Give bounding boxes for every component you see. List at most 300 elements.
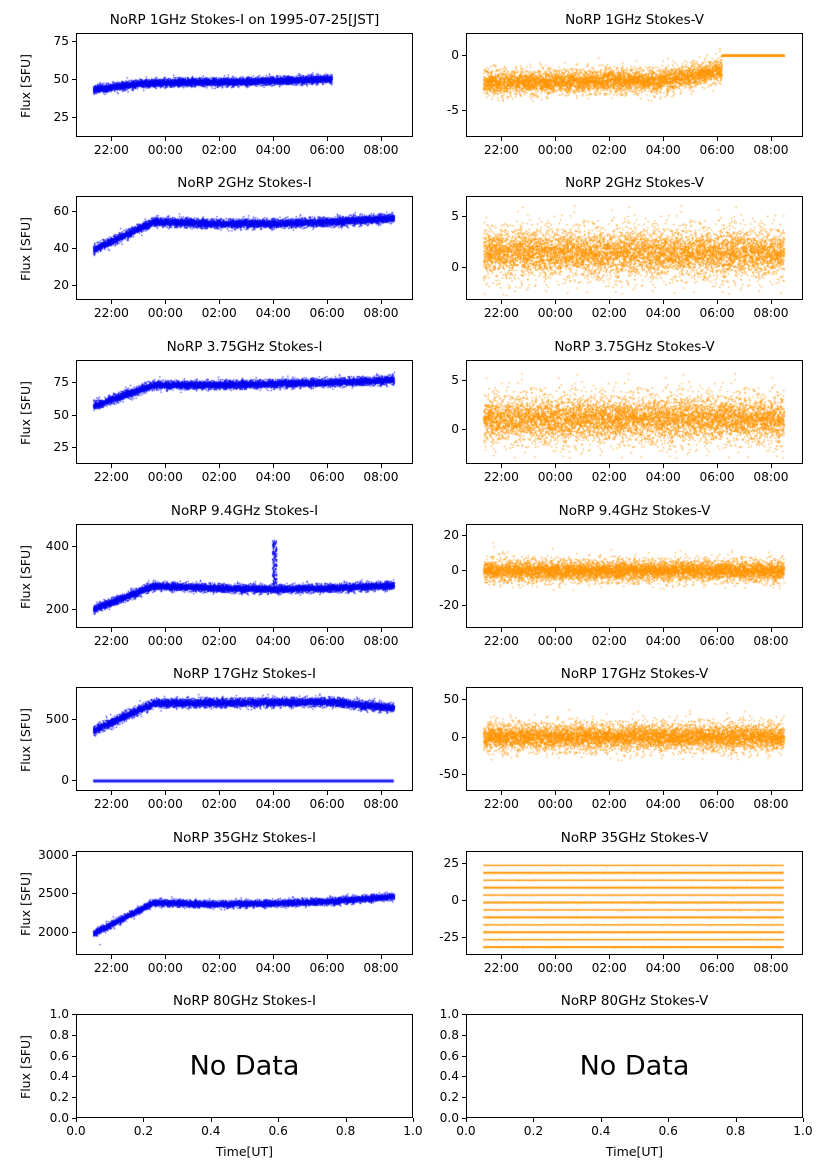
panel-title: NoRP 80GHz Stokes-V <box>560 993 709 1009</box>
x-tick-mark <box>771 628 772 632</box>
data-series <box>77 852 413 955</box>
x-tick-mark <box>609 791 610 795</box>
x-tick-label: 02:00 <box>201 961 237 975</box>
y-tick-label: 0.0 <box>439 1111 459 1125</box>
x-tick-mark <box>609 955 610 959</box>
data-series <box>467 197 803 300</box>
plot-panel-stokes-i-80ghz <box>18 993 423 1159</box>
x-tick-label: 00:00 <box>537 797 573 811</box>
plot-area <box>76 524 413 628</box>
x-tick-label: 02:00 <box>201 470 237 484</box>
y-tick-mark <box>72 117 76 118</box>
x-tick-label: 08:00 <box>363 143 399 157</box>
x-tick-label: 00:00 <box>147 470 183 484</box>
x-tick-label: 06:00 <box>699 470 735 484</box>
y-tick-mark <box>462 863 466 864</box>
y-tick-label: 2000 <box>37 924 69 939</box>
y-tick-mark <box>462 429 466 430</box>
x-tick-mark <box>165 955 166 959</box>
x-tick-mark <box>111 137 112 141</box>
y-tick-label: 1.0 <box>439 1007 459 1021</box>
x-tick-label: 04:00 <box>255 634 291 648</box>
x-tick-label: 08:00 <box>363 797 399 811</box>
x-tick-label: 0.2 <box>523 1124 544 1138</box>
x-tick-mark <box>165 464 166 468</box>
data-series <box>77 688 413 791</box>
plot-area <box>466 360 803 464</box>
x-tick-mark <box>381 955 382 959</box>
x-tick-label: 04:00 <box>645 143 681 157</box>
y-tick-label: 3000 <box>37 847 69 862</box>
x-tick-label: 08:00 <box>363 470 399 484</box>
plot-area <box>76 1014 413 1118</box>
y-axis-label: Flux [SFU] <box>18 1035 33 1099</box>
y-tick-mark <box>72 1076 76 1077</box>
x-tick-mark <box>273 464 274 468</box>
x-tick-label: 02:00 <box>201 143 237 157</box>
x-tick-mark <box>381 137 382 141</box>
x-tick-mark <box>771 137 772 141</box>
data-series <box>467 688 803 791</box>
x-tick-mark <box>533 1118 534 1122</box>
x-tick-label: 02:00 <box>591 470 627 484</box>
x-tick-mark <box>327 628 328 632</box>
y-tick-mark <box>72 719 76 720</box>
x-tick-mark <box>555 137 556 141</box>
plot-panel-stokes-i-35ghz <box>18 830 413 975</box>
x-tick-mark <box>111 300 112 304</box>
x-tick-mark <box>771 791 772 795</box>
plot-area <box>466 687 803 791</box>
y-tick-mark <box>462 1076 466 1077</box>
y-tick-mark <box>462 267 466 268</box>
x-tick-label: 0.4 <box>591 1124 611 1138</box>
y-axis-label: Flux [SFU] <box>18 217 33 281</box>
y-axis-label: Flux [SFU] <box>18 872 33 936</box>
y-tick-label: 25 <box>443 855 459 870</box>
y-tick-label: -50 <box>439 767 459 782</box>
x-tick-mark <box>273 137 274 141</box>
x-tick-label: 22:00 <box>93 143 129 157</box>
x-tick-mark <box>381 300 382 304</box>
x-tick-mark <box>501 137 502 141</box>
x-tick-label: 22:00 <box>93 634 129 648</box>
x-tick-mark <box>111 791 112 795</box>
plot-panel-stokes-v-1ghz <box>446 12 803 157</box>
plot-panel-stokes-i-17ghz <box>18 666 413 811</box>
x-tick-label: 00:00 <box>147 306 183 320</box>
y-tick-label: 400 <box>45 539 69 554</box>
x-tick-mark <box>278 1118 279 1122</box>
x-tick-label: 22:00 <box>93 306 129 320</box>
y-tick-mark <box>72 1097 76 1098</box>
x-tick-mark <box>663 628 664 632</box>
x-tick-label: 02:00 <box>591 143 627 157</box>
x-tick-mark <box>717 955 718 959</box>
x-tick-label: 08:00 <box>753 143 789 157</box>
plot-panel-stokes-i-3-75ghz <box>18 339 413 484</box>
x-tick-label: 0.8 <box>725 1124 746 1138</box>
x-tick-label: 06:00 <box>699 797 735 811</box>
x-tick-mark <box>663 955 664 959</box>
panel-title: NoRP 35GHz Stokes-V <box>560 830 709 846</box>
plot-area <box>76 360 413 464</box>
x-tick-label: 04:00 <box>645 961 681 975</box>
x-tick-label: 04:00 <box>645 470 681 484</box>
plot-panel-stokes-v-80ghz <box>439 993 813 1159</box>
plot-panel-stokes-v-2ghz <box>451 175 803 320</box>
x-tick-mark <box>219 628 220 632</box>
y-tick-label: 40 <box>53 241 69 255</box>
y-tick-label: 50 <box>53 71 69 86</box>
x-tick-mark <box>346 1118 347 1122</box>
x-tick-label: 00:00 <box>537 306 573 320</box>
x-tick-label: 04:00 <box>645 306 681 320</box>
x-tick-mark <box>668 1118 669 1122</box>
y-tick-mark <box>72 447 76 448</box>
x-tick-label: 0.6 <box>658 1124 678 1138</box>
y-tick-mark <box>72 248 76 249</box>
plot-panel-stokes-i-2ghz <box>18 175 413 320</box>
x-tick-label: 00:00 <box>537 470 573 484</box>
x-tick-label: 02:00 <box>591 306 627 320</box>
y-tick-mark <box>72 285 76 286</box>
data-series <box>467 34 803 137</box>
panel-title: NoRP 2GHz Stokes-I <box>177 175 312 191</box>
x-tick-label: 0.4 <box>201 1124 221 1138</box>
y-tick-mark <box>72 893 76 894</box>
y-tick-mark <box>72 415 76 416</box>
x-tick-mark <box>327 791 328 795</box>
x-tick-label: 04:00 <box>255 961 291 975</box>
x-tick-label: 00:00 <box>147 961 183 975</box>
x-tick-mark <box>273 791 274 795</box>
y-tick-label: 0 <box>451 260 459 275</box>
x-tick-mark <box>219 300 220 304</box>
y-tick-mark <box>462 937 466 938</box>
x-tick-mark <box>736 1118 737 1122</box>
x-tick-label: 06:00 <box>699 306 735 320</box>
y-tick-mark <box>462 55 466 56</box>
data-series <box>77 34 413 137</box>
x-tick-mark <box>111 955 112 959</box>
x-tick-mark <box>609 628 610 632</box>
panel-title: NoRP 1GHz Stokes-V <box>565 12 704 28</box>
x-tick-label: 06:00 <box>309 306 345 320</box>
x-tick-mark <box>501 464 502 468</box>
y-tick-label: 75 <box>53 375 69 390</box>
y-tick-mark <box>462 605 466 606</box>
x-tick-mark <box>501 791 502 795</box>
x-tick-mark <box>663 137 664 141</box>
x-tick-label: 0.8 <box>335 1124 356 1138</box>
y-tick-label: 0.4 <box>49 1069 69 1084</box>
x-tick-label: 06:00 <box>699 961 735 975</box>
plot-area <box>466 1014 803 1118</box>
x-tick-label: 02:00 <box>591 797 627 811</box>
x-tick-label: 06:00 <box>699 634 735 648</box>
panel-title: NoRP 2GHz Stokes-V <box>565 175 704 191</box>
y-tick-mark <box>72 932 76 933</box>
x-tick-label: 06:00 <box>699 143 735 157</box>
x-tick-label: 22:00 <box>483 306 519 320</box>
x-tick-label: 22:00 <box>93 470 129 484</box>
y-tick-label: 0 <box>61 772 69 787</box>
x-tick-label: 0.6 <box>268 1124 288 1138</box>
x-tick-mark <box>501 628 502 632</box>
y-tick-label: 20 <box>443 527 459 542</box>
x-tick-label: 06:00 <box>309 797 345 811</box>
x-tick-mark <box>381 464 382 468</box>
x-tick-mark <box>219 137 220 141</box>
data-series <box>77 361 413 464</box>
y-tick-mark <box>462 570 466 571</box>
x-tick-label: 08:00 <box>753 470 789 484</box>
y-tick-mark <box>72 780 76 781</box>
x-tick-label: 04:00 <box>255 143 291 157</box>
y-tick-label: 0.0 <box>49 1111 69 1125</box>
y-tick-label: 0.6 <box>439 1048 459 1063</box>
y-tick-label: 500 <box>45 711 69 726</box>
y-tick-mark <box>462 535 466 536</box>
y-tick-label: 20 <box>53 278 69 293</box>
panel-title: NoRP 9.4GHz Stokes-V <box>558 503 711 519</box>
x-tick-label: 00:00 <box>147 634 183 648</box>
y-tick-label: -20 <box>439 598 459 613</box>
x-tick-mark <box>327 137 328 141</box>
y-tick-label: 1.0 <box>49 1007 69 1021</box>
x-tick-label: 02:00 <box>201 306 237 320</box>
x-tick-label: 22:00 <box>483 797 519 811</box>
x-tick-mark <box>327 955 328 959</box>
x-tick-label: 22:00 <box>93 797 129 811</box>
x-tick-mark <box>165 628 166 632</box>
x-tick-mark <box>381 791 382 795</box>
x-tick-label: 0.0 <box>456 1124 476 1138</box>
y-tick-label: 0 <box>451 47 459 62</box>
plot-panel-stokes-i-1ghz <box>18 12 413 157</box>
x-tick-label: 02:00 <box>591 961 627 975</box>
y-tick-mark <box>462 699 466 700</box>
x-tick-mark <box>717 791 718 795</box>
x-tick-mark <box>555 628 556 632</box>
y-tick-mark <box>462 1035 466 1036</box>
x-tick-label: 08:00 <box>753 306 789 320</box>
data-series <box>467 525 803 628</box>
plot-area <box>76 196 413 300</box>
x-tick-label: 1.0 <box>403 1124 423 1138</box>
x-tick-label: 1.0 <box>793 1124 813 1138</box>
x-tick-label: 08:00 <box>363 961 399 975</box>
panel-title: NoRP 9.4GHz Stokes-I <box>170 503 319 519</box>
y-tick-mark <box>462 110 466 111</box>
x-tick-label: 06:00 <box>309 634 345 648</box>
data-series <box>467 361 803 464</box>
x-tick-mark <box>111 464 112 468</box>
x-tick-mark <box>111 628 112 632</box>
x-tick-label: 02:00 <box>591 634 627 648</box>
x-tick-label: 04:00 <box>645 634 681 648</box>
x-tick-label: 08:00 <box>753 634 789 648</box>
y-tick-mark <box>462 1014 466 1015</box>
x-tick-label: 08:00 <box>753 797 789 811</box>
y-tick-mark <box>462 1056 466 1057</box>
y-tick-mark <box>462 1097 466 1098</box>
y-tick-mark <box>72 1056 76 1057</box>
x-tick-label: 02:00 <box>201 634 237 648</box>
x-tick-mark <box>165 300 166 304</box>
x-tick-label: 00:00 <box>147 143 183 157</box>
x-tick-mark <box>771 464 772 468</box>
y-tick-mark <box>72 1035 76 1036</box>
y-tick-mark <box>72 382 76 383</box>
x-tick-label: 22:00 <box>483 143 519 157</box>
y-tick-label: 0.8 <box>49 1027 69 1042</box>
x-tick-mark <box>771 300 772 304</box>
plot-area <box>466 851 803 955</box>
panel-title: NoRP 1GHz Stokes-I on 1995-07-25[JST] <box>109 12 380 28</box>
y-tick-mark <box>72 609 76 610</box>
x-tick-mark <box>219 791 220 795</box>
y-tick-label: 0.2 <box>49 1090 69 1105</box>
y-tick-mark <box>72 1014 76 1015</box>
plot-panel-stokes-v-3-75ghz <box>451 339 803 484</box>
x-tick-mark <box>609 300 610 304</box>
y-tick-label: 0 <box>451 729 459 744</box>
plot-panel-stokes-i-9-4ghz <box>18 503 413 648</box>
panel-title: NoRP 80GHz Stokes-I <box>173 993 316 1009</box>
x-tick-mark <box>219 955 220 959</box>
y-axis-label: Flux [SFU] <box>18 381 33 445</box>
x-tick-label: 06:00 <box>309 961 345 975</box>
data-series <box>467 852 803 955</box>
y-tick-label: 2500 <box>37 886 69 901</box>
x-tick-label: 00:00 <box>147 797 183 811</box>
y-tick-mark <box>72 41 76 42</box>
x-tick-label: 0.0 <box>66 1124 86 1138</box>
y-axis-label: Flux [SFU] <box>18 54 33 118</box>
x-tick-label: 08:00 <box>363 306 399 320</box>
x-tick-mark <box>609 464 610 468</box>
x-tick-mark <box>165 137 166 141</box>
plot-area <box>466 524 803 628</box>
x-tick-label: 00:00 <box>537 634 573 648</box>
x-tick-label: 22:00 <box>483 961 519 975</box>
plot-area <box>466 33 803 137</box>
no-data-annotation: No Data <box>579 1050 690 1082</box>
x-tick-mark <box>211 1118 212 1122</box>
y-tick-label: 25 <box>53 110 69 125</box>
x-tick-mark <box>381 628 382 632</box>
x-tick-label: 04:00 <box>645 797 681 811</box>
x-tick-mark <box>327 464 328 468</box>
x-tick-mark <box>601 1118 602 1122</box>
y-tick-mark <box>462 216 466 217</box>
y-tick-label: 60 <box>53 203 69 218</box>
x-tick-label: 04:00 <box>255 797 291 811</box>
x-tick-mark <box>555 464 556 468</box>
panel-title: NoRP 17GHz Stokes-V <box>560 666 709 682</box>
y-axis-label: Flux [SFU] <box>18 545 33 609</box>
y-tick-mark <box>72 79 76 80</box>
x-tick-mark <box>165 791 166 795</box>
y-tick-mark <box>462 900 466 901</box>
y-tick-label: 0.2 <box>439 1090 459 1105</box>
x-tick-mark <box>555 955 556 959</box>
x-tick-mark <box>219 464 220 468</box>
x-tick-label: 08:00 <box>753 961 789 975</box>
y-tick-label: -5 <box>446 102 459 117</box>
x-tick-label: 04:00 <box>255 470 291 484</box>
x-tick-label: 06:00 <box>309 470 345 484</box>
y-tick-label: 200 <box>45 602 69 617</box>
plot-panel-stokes-v-35ghz <box>439 830 803 975</box>
y-tick-label: 0.4 <box>439 1069 459 1084</box>
x-tick-mark <box>273 300 274 304</box>
x-tick-mark <box>501 955 502 959</box>
x-tick-mark <box>273 955 274 959</box>
x-tick-mark <box>273 628 274 632</box>
x-tick-label: 00:00 <box>537 143 573 157</box>
x-tick-mark <box>663 464 664 468</box>
x-tick-label: 22:00 <box>93 961 129 975</box>
y-tick-label: 5 <box>451 372 459 387</box>
panel-title: NoRP 3.75GHz Stokes-I <box>166 339 323 355</box>
y-tick-label: 50 <box>443 692 459 707</box>
x-tick-label: 06:00 <box>309 143 345 157</box>
x-tick-mark <box>771 955 772 959</box>
y-tick-mark <box>72 211 76 212</box>
y-tick-label: 75 <box>53 33 69 48</box>
y-tick-label: 5 <box>451 209 459 224</box>
x-tick-label: 0.2 <box>133 1124 154 1138</box>
plot-panel-stokes-v-17ghz <box>439 666 803 811</box>
y-tick-label: 0 <box>451 562 459 577</box>
panel-title: NoRP 3.75GHz Stokes-V <box>554 339 715 355</box>
y-tick-mark <box>462 737 466 738</box>
x-tick-mark <box>143 1118 144 1122</box>
y-tick-label: 0.6 <box>49 1048 69 1063</box>
x-tick-mark <box>76 1118 77 1122</box>
plot-area <box>466 196 803 300</box>
x-tick-mark <box>466 1118 467 1122</box>
x-tick-label: 04:00 <box>255 306 291 320</box>
no-data-annotation: No Data <box>189 1050 300 1082</box>
data-series <box>77 525 413 628</box>
x-tick-mark <box>717 628 718 632</box>
x-tick-mark <box>717 137 718 141</box>
x-tick-mark <box>663 791 664 795</box>
x-tick-label: 00:00 <box>537 961 573 975</box>
plot-area <box>76 851 413 955</box>
x-tick-mark <box>327 300 328 304</box>
y-tick-label: 25 <box>53 440 69 455</box>
y-axis-label: Flux [SFU] <box>18 708 33 772</box>
y-tick-label: -25 <box>439 930 459 945</box>
plot-area <box>76 33 413 137</box>
x-tick-label: 08:00 <box>363 634 399 648</box>
x-tick-label: 22:00 <box>483 634 519 648</box>
y-tick-label: 0 <box>451 421 459 436</box>
x-axis-label: Time[UT] <box>215 1144 274 1159</box>
y-tick-label: 50 <box>53 407 69 422</box>
data-series <box>77 197 413 300</box>
panel-title: NoRP 35GHz Stokes-I <box>173 830 316 846</box>
x-tick-mark <box>717 464 718 468</box>
y-tick-label: 0.8 <box>439 1027 459 1042</box>
y-tick-mark <box>462 380 466 381</box>
x-tick-label: 22:00 <box>483 470 519 484</box>
